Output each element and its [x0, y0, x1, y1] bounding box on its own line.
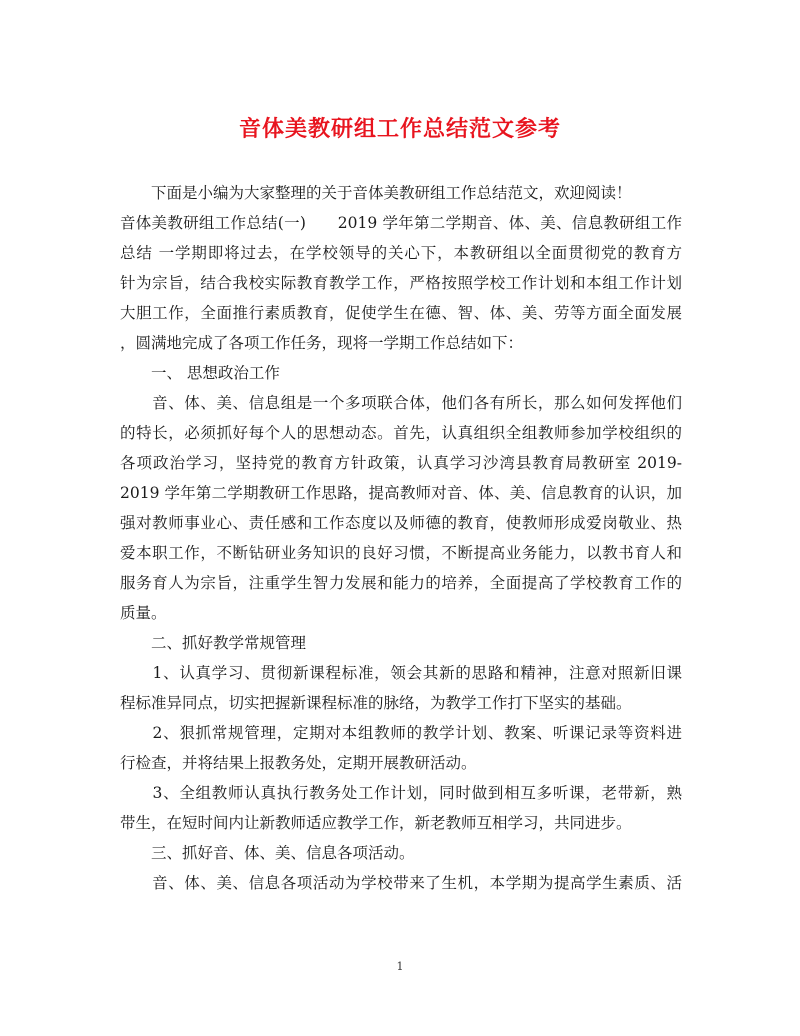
paragraph-line: 总结 一学期即将过去，在学校领导的关心下，本教研组以全面贯彻党的教育方	[120, 244, 682, 262]
paragraph-line: 带生，在短时间内让新教师适应教学工作，新老教师互相学习，共同进步。	[120, 814, 632, 832]
page-number: 1	[396, 960, 404, 973]
paragraph-line: 针为宗旨，结合我校实际教育教学工作，严格按照学校工作计划和本组工作计划	[120, 274, 682, 292]
paragraph-line: 下面是小编为大家整理的关于音体美教研组工作总结范文，欢迎阅读！	[120, 184, 632, 202]
document-body	[120, 178, 682, 898]
paragraph-line: 大胆工作，全面推行素质教育，促使学生在德、智、体、美、劳等方面全面发展	[120, 304, 682, 322]
paragraph-line: ，圆满地完成了各项工作任务，现将一学期工作总结如下：	[120, 334, 524, 352]
paragraph-line: 音、体、美、信息组是一个多项联合体，他们各有所长，那么如何发挥他们	[120, 394, 682, 412]
paragraph-line: 质量。	[120, 604, 167, 622]
paragraph-line: 二、抓好教学常规管理	[120, 634, 307, 652]
paragraph-line: 2、狠抓常规管理，定期对本组教师的教学计划、教案、听课记录等资料进	[120, 724, 682, 742]
paragraph-line: 2019 学年第二学期教研工作思路，提高教师对音、体、美、信息教育的认识，加	[120, 484, 682, 502]
paragraph-line: 1、认真学习、贯彻新课程标准，领会其新的思路和精神，注意对照新旧课	[120, 664, 682, 682]
paragraph-line: 服务育人为宗旨，注重学生智力发展和能力的培养，全面提高了学校教育工作的	[120, 574, 682, 592]
paragraph-line: 音体美教研组工作总结(一) 2019 学年第二学期音、体、美、信息教研组工作	[120, 214, 682, 232]
paragraph-line: 爱本职工作，不断钻研业务知识的良好习惯，不断提高业务能力，以教书育人和	[120, 544, 682, 562]
paragraph-line: 3、全组教师认真执行教务处工作计划，同时做到相互多听课，老带新，熟	[120, 784, 682, 802]
paragraph-line: 三、抓好音、体、美、信息各项活动。	[120, 844, 415, 862]
paragraph-line: 强对教师事业心、责任感和工作态度以及师德的教育，使教师形成爱岗敬业、热	[120, 514, 682, 532]
paragraph-line: 程标准异同点，切实把握新课程标准的脉络，为教学工作打下坚实的基础。	[120, 694, 632, 712]
paragraph-line: 一、 思想政治工作	[120, 364, 280, 382]
paragraph-line: 的特长，必须抓好每个人的思想动态。首先，认真组织全组教师参加学校组织的	[120, 424, 682, 442]
paragraph-line: 行检查，并将结果上报教务处，定期开展教研活动。	[120, 754, 477, 772]
document-title: 音体美教研组工作总结范文参考	[238, 116, 561, 142]
paragraph-line: 各项政治学习，坚持党的教育方针政策，认真学习沙湾县教育局教研室 2019-	[120, 454, 682, 472]
paragraph-line: 音、体、美、信息各项活动为学校带来了生机，本学期为提高学生素质、活	[120, 874, 682, 892]
